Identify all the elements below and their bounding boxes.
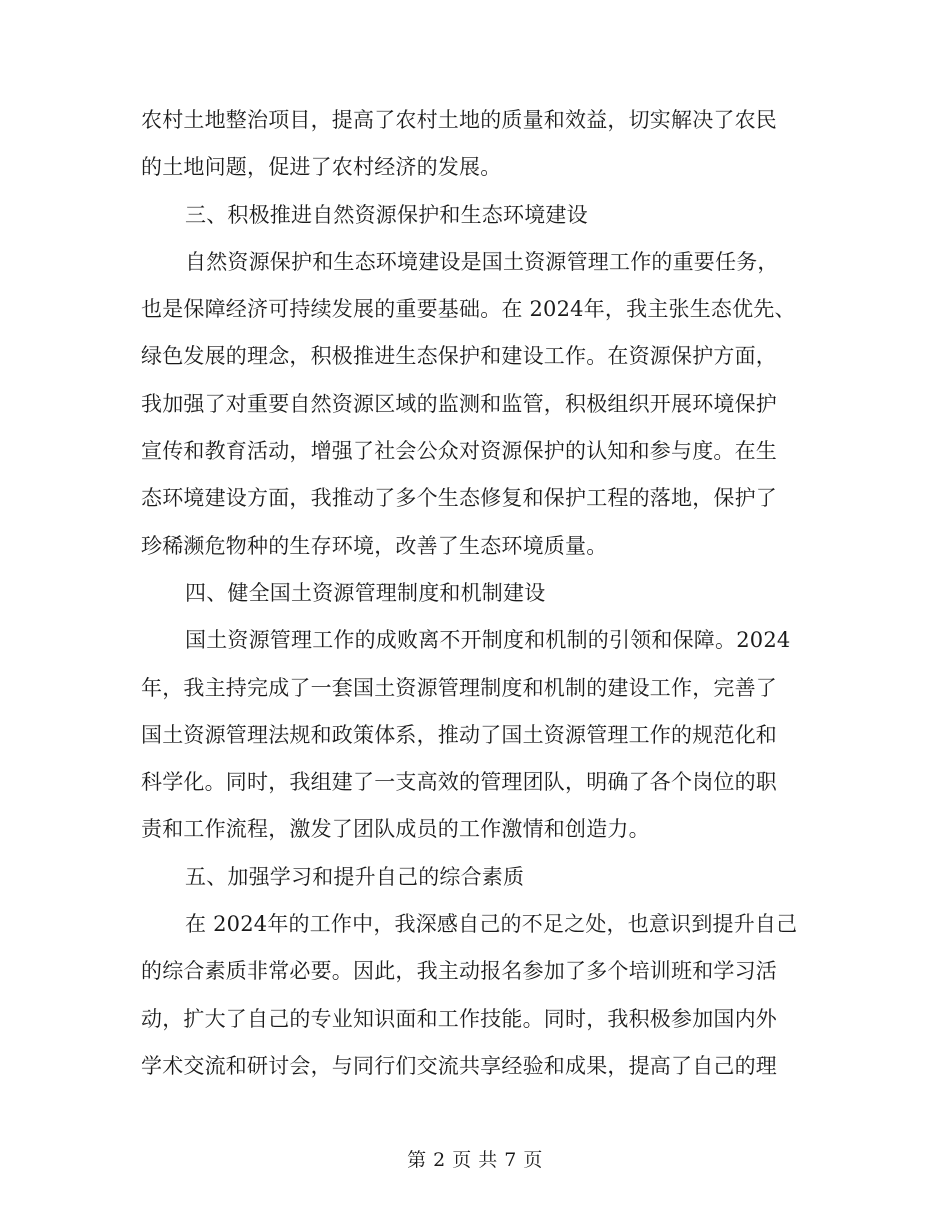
text-line: 学术交流和研讨会，与同行们交流共享经验和成果，提高了自己的理 <box>141 1053 777 1078</box>
text-line: 动，扩大了自己的专业知识面和工作技能。同时，我积极参加国内外 <box>141 1006 777 1031</box>
text-line: 在 2024年的工作中，我深感自己的不足之处，也意识到提升自己 <box>185 912 798 937</box>
text-line: 农村土地整治项目，提高了农村土地的质量和效益，切实解决了农民 <box>141 108 777 132</box>
text-line: 自然资源保护和生态环境建设是国土资源管理工作的重要任务， <box>185 249 779 274</box>
section-heading: 五、加强学习和提升自己的综合素质 <box>185 864 525 889</box>
text-line: 科学化。同时，我组建了一支高效的管理团队，明确了各个岗位的职 <box>141 770 777 795</box>
text-line: 的土地问题，促进了农村经济的发展。 <box>141 155 502 180</box>
section-heading: 三、积极推进自然资源保护和生态环境建设 <box>185 202 588 227</box>
page-number-footer: 第 2 页 共 7 页 <box>407 1149 543 1171</box>
body-text <box>141 97 809 1090</box>
text-line: 的综合素质非常必要。因此，我主动报名参加了多个培训班和学习活 <box>141 959 777 984</box>
text-line: 绿色发展的理念，积极推进生态保护和建设工作。在资源保护方面， <box>141 344 777 369</box>
text-line: 宣传和教育活动，增强了社会公众对资源保护的认知和参与度。在生 <box>141 439 777 464</box>
section-heading: 四、健全国土资源管理制度和机制建设 <box>185 580 546 605</box>
text-line: 国土资源管理工作的成败离不开制度和机制的引领和保障。2024 <box>185 628 791 653</box>
text-line: 责和工作流程，激发了团队成员的工作激情和创造力。 <box>141 817 650 842</box>
text-line: 也是保障经济可持续发展的重要基础。在 2024年，我主张生态优先、 <box>141 297 796 322</box>
text-line: 珍稀濒危物种的生存环境，改善了生态环境质量。 <box>141 533 608 558</box>
text-line: 态环境建设方面，我推动了多个生态修复和保护工程的落地，保护了 <box>141 486 777 511</box>
text-line: 国土资源管理法规和政策体系，推动了国土资源管理工作的规范化和 <box>141 722 777 747</box>
text-line: 我加强了对重要自然资源区域的监测和监管，积极组织开展环境保护 <box>141 391 777 416</box>
text-line: 年，我主持完成了一套国土资源管理制度和机制的建设工作，完善了 <box>141 675 777 700</box>
